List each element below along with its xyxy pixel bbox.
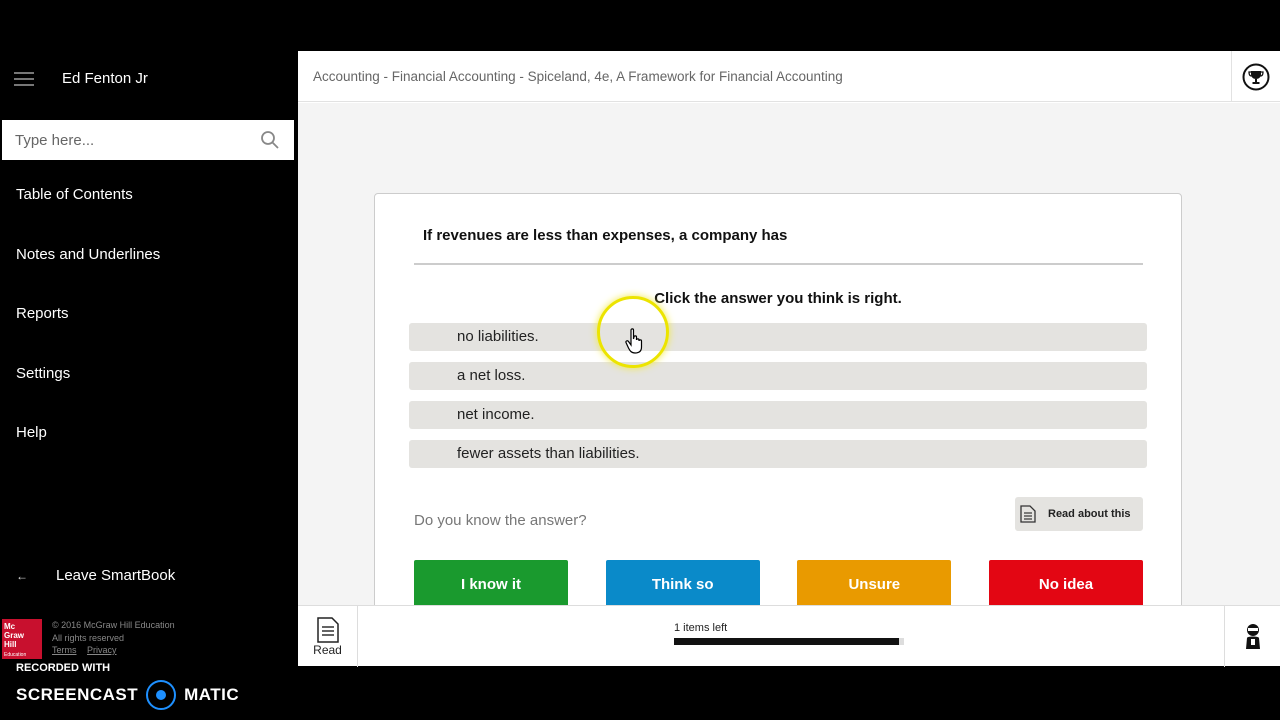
leave-smartbook-label: Leave SmartBook	[56, 567, 176, 584]
breadcrumb: Accounting - Financial Accounting - Spiceland, 4e, A Framework for Financial Accounting	[313, 68, 843, 84]
no-idea-button[interactable]: No idea	[989, 560, 1143, 608]
sidebar	[0, 51, 296, 666]
sidebar-nav	[0, 180, 296, 478]
confidence-buttons	[414, 560, 1143, 608]
document-icon	[1020, 505, 1036, 523]
screencast-watermark	[16, 662, 239, 710]
unsure-button[interactable]: Unsure	[797, 560, 951, 608]
sidebar-item-help[interactable]: Help	[16, 424, 47, 441]
think-so-button[interactable]: Think so	[606, 560, 760, 608]
progress-bar	[674, 638, 904, 645]
sidebar-item-reports[interactable]: Reports	[16, 305, 69, 322]
answer-option[interactable]: fewer assets than liabilities.	[409, 440, 1147, 468]
confidence-prompt: Do you know the answer?	[414, 512, 587, 529]
search-input[interactable]	[2, 132, 252, 149]
privacy-link[interactable]: Privacy	[87, 645, 117, 655]
copyright: © 2016 McGraw Hill Education	[52, 620, 175, 630]
sidebar-item-notes-and-underlines[interactable]: Notes and Underlines	[16, 245, 161, 263]
sidebar-item-settings[interactable]: Settings	[16, 364, 71, 382]
main-panel	[298, 51, 1280, 666]
watermark-caption: RECORDED WITH	[16, 662, 111, 674]
legal-text	[52, 619, 175, 659]
search-box[interactable]	[2, 120, 294, 160]
terms-link[interactable]: Terms	[52, 645, 77, 655]
search-icon[interactable]	[260, 130, 280, 150]
ninja-button[interactable]	[1224, 606, 1280, 667]
trophy-button[interactable]	[1231, 51, 1280, 102]
read-label: Read	[313, 642, 342, 657]
items-left: 1 items left	[674, 622, 728, 634]
footer	[298, 605, 1280, 666]
i-know-it-button[interactable]: I know it	[414, 560, 568, 608]
read-about-button[interactable]	[1015, 497, 1143, 531]
trophy-icon	[1242, 63, 1270, 91]
answer-option[interactable]: no liabilities.	[409, 323, 1147, 351]
progress	[674, 622, 906, 645]
watermark-right: MATIC	[184, 685, 240, 704]
sidebar-header	[0, 51, 296, 106]
question-text: If revenues are less than expenses, a company has	[423, 227, 788, 244]
instruction-text: Click the answer you think is right.	[654, 290, 902, 307]
watermark-left: SCREENCAST	[16, 685, 139, 704]
progress-bar-fill	[674, 638, 899, 645]
content-area	[298, 103, 1280, 605]
ninja-icon	[1243, 623, 1263, 651]
rights: All rights reserved	[52, 632, 125, 643]
brand-footer	[2, 619, 175, 659]
document-icon	[316, 617, 340, 643]
divider	[414, 263, 1143, 265]
arrow-left-icon: ←	[16, 568, 28, 583]
read-about-label: Read about this	[1048, 508, 1131, 520]
answer-option[interactable]: a net loss.	[409, 362, 1147, 390]
question-card	[374, 193, 1182, 629]
header	[298, 51, 1280, 102]
answer-list	[409, 323, 1147, 479]
leave-smartbook-link[interactable]	[16, 567, 175, 584]
answer-option[interactable]: net income.	[409, 401, 1147, 429]
user-name: Ed Fenton Jr	[62, 70, 148, 87]
sidebar-item-table-of-contents[interactable]: Table of Contents	[16, 186, 133, 203]
record-icon	[146, 680, 176, 710]
mcgraw-hill-logo: Mc Graw Hill Education	[2, 619, 42, 659]
read-button[interactable]	[298, 606, 358, 667]
hamburger-icon[interactable]	[14, 72, 34, 86]
